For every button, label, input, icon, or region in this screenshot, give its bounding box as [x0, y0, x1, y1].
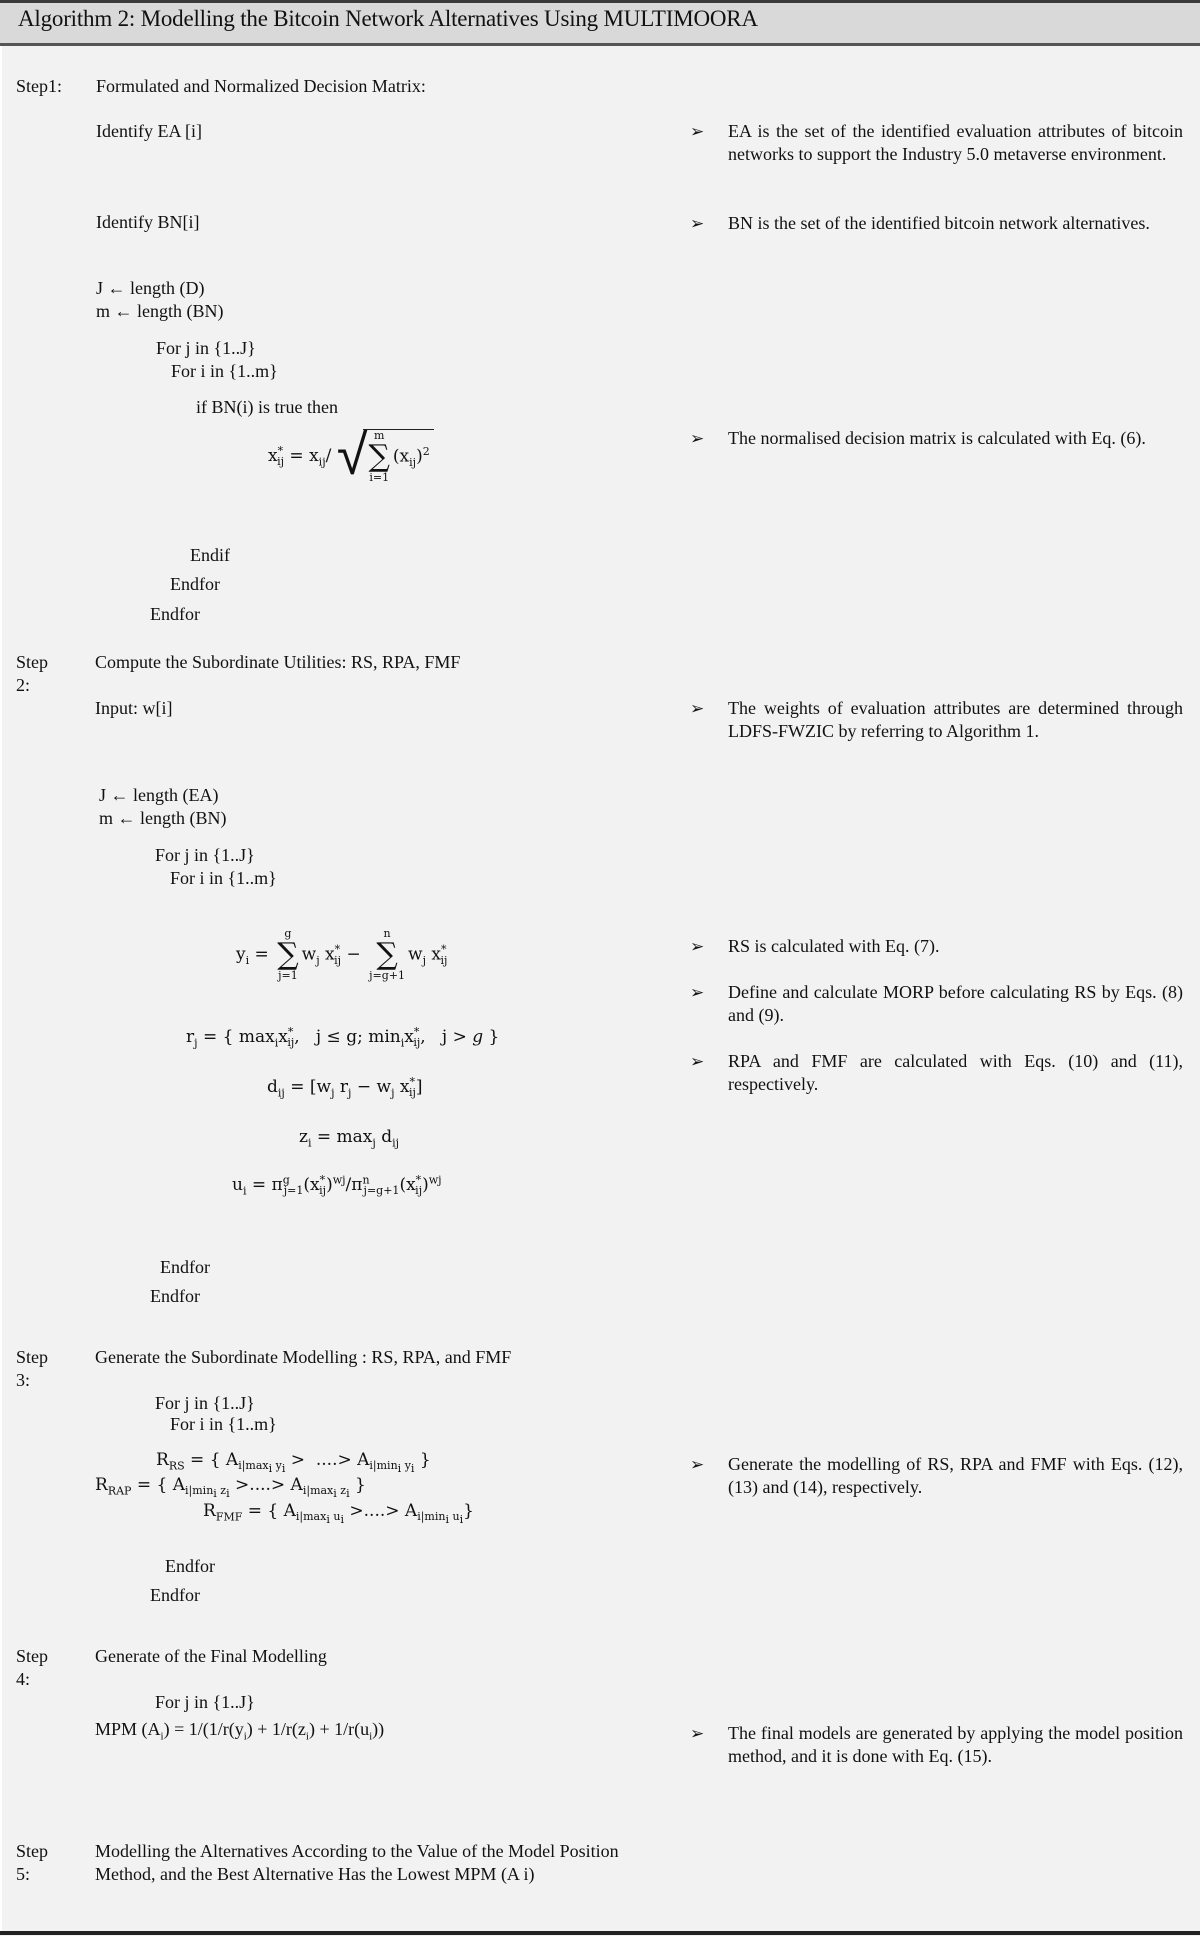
step2-multiplicative-form-equation: $u_i = \pi^g_{j=1}(x^*_{ij})^{wj}/\pi^n_{j=g+1}(x^*_{ij})^{wj}$ — [232, 1173, 442, 1198]
step5-label-line2: 5: — [16, 1864, 31, 1884]
step2-note-weights: The weights of evaluation attributes are determined through LDFS-FWZIC by referring to Algorithm 1. — [728, 698, 1183, 741]
step1-heading: Formulated and Normalized Decision Matrix: — [96, 76, 426, 96]
left-border — [0, 46, 2, 1932]
step3-fmf-ranking-equation: $R_{FMF}$ = { $A_{i|max_i u_i}$ >....> $A_{i|min_i u_i}$} — [203, 1501, 474, 1527]
step2-label-line1: Step — [16, 652, 49, 672]
step2-max-distance-equation: $z_i = \max_j d_{ij}$ — [299, 1127, 400, 1150]
arrow-bullet-icon: ➢ — [690, 122, 705, 141]
arrow-bullet-icon: ➢ — [690, 1052, 705, 1071]
step2-label-line2: 2: — [16, 675, 31, 695]
step5-heading: Modelling the Alternatives According to the Value of the Model Position Method, and the Best Alternative Has the Lowest MPM (A i) — [95, 1841, 619, 1884]
arrow-bullet-icon: ➢ — [690, 429, 705, 448]
step2-endfor-inner: Endfor — [160, 1257, 210, 1277]
step2-heading: Compute the Subordinate Utilities: RS, RPA, FMF — [95, 652, 461, 672]
algorithm-title: Algorithm 2: Modelling the Bitcoin Network Alternatives Using MULTIMOORA — [18, 6, 758, 31]
step1-normalization-equation: $x^*_{ij} = x_{ij}/$ √ m ∑ i=1 $(x_{ij})^2$ — [268, 428, 434, 484]
step2-distance-equation: $d_{ij} = [w_j$ $r_j - w_j$ $x^*_{ij}$] — [267, 1075, 423, 1100]
step4-label-line1: Step — [16, 1646, 49, 1666]
step1-identify-bn: Identify BN[i] — [96, 212, 200, 232]
step4-heading: Generate of the Final Modelling — [95, 1646, 327, 1666]
step2-endfor-outer: Endfor — [150, 1286, 200, 1306]
step3-label-line1: Step — [16, 1347, 49, 1367]
step2-for-j: For j in {1..J} — [155, 845, 255, 865]
step5-label-line1: Step — [16, 1841, 49, 1861]
step3-endfor-outer: Endfor — [150, 1585, 200, 1605]
step3-rap-ranking-equation: $R_{RAP}$ = { $A_{i|min_i z_i}$ >....> $A_{i|max_i z_i}$ } — [95, 1475, 366, 1501]
step4-for-j: For j in {1..J} — [155, 1692, 255, 1712]
step4-mpm-equation: MPM $(A_i) = 1/(1/r(y_i) + 1/r(z_i) + 1/r(u_i))$ — [95, 1719, 385, 1743]
step4-label-line2: 4: — [16, 1669, 31, 1689]
step1-for-j: For j in {1..J} — [156, 338, 256, 358]
step1-m-assign: m ← length (BN) — [96, 301, 224, 321]
arrow-bullet-icon: ➢ — [690, 937, 705, 956]
step3-heading: Generate the Subordinate Modelling : RS, RPA, and FMF — [95, 1347, 512, 1367]
algorithm-header — [0, 0, 1200, 46]
arrow-bullet-icon: ➢ — [690, 1724, 705, 1743]
step2-reference-point-equation: $r_j$ = { $\max_ix^*_{ij}$, j ≤ g; $\min_ix^*_{ij}$, j > g } — [186, 1025, 500, 1050]
step1-for-i: For i in {1..m} — [171, 361, 278, 381]
arrow-bullet-icon: ➢ — [690, 983, 705, 1002]
step2-note-rs: RS is calculated with Eq. (7). — [728, 936, 940, 956]
step1-note-ea: EA is the set of the identified evaluation attributes of bitcoin networks to support the Industry 5.0 metaverse environment. — [728, 121, 1183, 164]
step3-endfor-inner: Endfor — [165, 1556, 215, 1576]
bottom-rule — [0, 1931, 1200, 1935]
step1-endif: Endif — [190, 545, 230, 565]
step2-ratio-system-equation: $y_i$ = g ∑ j=1 $w_j$ $x^*_{ij}$ − n ∑ j=g+1 $w_j$ $x^*_{ij}$ — [236, 927, 448, 982]
step1-identify-ea: Identify EA [i] — [96, 121, 202, 141]
step1-endfor-inner: Endfor — [170, 574, 220, 594]
step1-endfor-outer: Endfor — [150, 604, 200, 624]
step3-label-line2: 3: — [16, 1370, 31, 1390]
step1-if-bn: if BN(i) is true then — [196, 397, 338, 417]
step3-for-i: For i in {1..m} — [170, 1414, 277, 1434]
step2-for-i: For i in {1..m} — [170, 868, 277, 888]
step1-label: Step1: — [16, 76, 63, 96]
step1-note-normalised: The normalised decision matrix is calculated with Eq. (6). — [728, 428, 1146, 448]
arrow-bullet-icon: ➢ — [690, 214, 705, 233]
step2-note-rpa-fmf: RPA and FMF are calculated with Eqs. (10) and (11), respectively. — [728, 1051, 1183, 1094]
arrow-bullet-icon: ➢ — [690, 699, 705, 718]
step3-for-j: For j in {1..J} — [155, 1393, 255, 1413]
step1-note-bn: BN is the set of the identified bitcoin network alternatives. — [728, 213, 1150, 233]
step4-note-final: The final models are generated by applying the model position method, and it is done with Eq. (15). — [728, 1723, 1183, 1766]
step3-note-modelling: Generate the modelling of RS, RPA and FMF with Eqs. (12), (13) and (14), respectively. — [728, 1454, 1183, 1497]
step2-note-morp: Define and calculate MORP before calculating RS by Eqs. (8) and (9). — [728, 982, 1183, 1025]
step3-rs-ranking-equation: $R_{RS}$ = { $A_{i|max_i y_i}$ > ....> $A_{i|min_i y_i}$ } — [156, 1450, 431, 1476]
step2-input: Input: w[i] — [95, 698, 173, 718]
step2-j-assign: J ← length (EA) — [99, 785, 219, 805]
step2-m-assign: m ← length (BN) — [99, 808, 227, 828]
arrow-bullet-icon: ➢ — [690, 1455, 705, 1474]
step1-j-assign: J ← length (D) — [96, 278, 205, 298]
